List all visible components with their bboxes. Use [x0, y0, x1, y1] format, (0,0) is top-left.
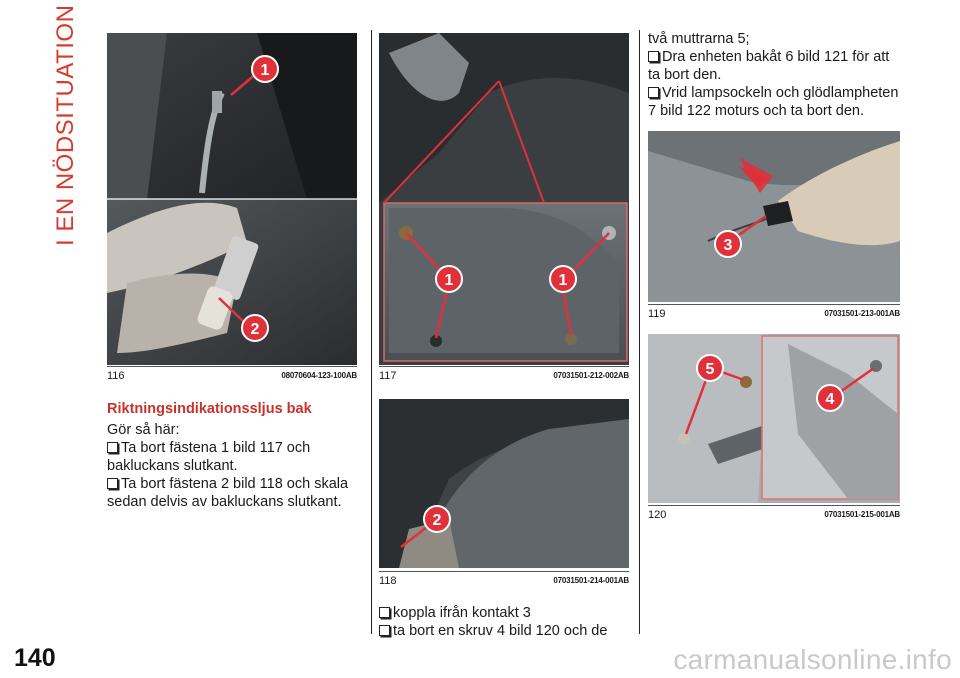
figure-119-photo	[648, 131, 900, 302]
checkbox-bullet-icon	[107, 442, 118, 453]
step-line: 7 bild 122 moturs och ta bort den.	[648, 103, 865, 119]
figure-code: 07031501-212-002AB	[553, 371, 629, 380]
step-line: Vrid lampsockeln och glödlampheten	[648, 84, 898, 102]
page-number: 140	[14, 644, 56, 672]
callout-4: 4	[825, 391, 835, 408]
figure-117-photo	[379, 33, 629, 365]
checkbox-bullet-icon	[107, 478, 118, 489]
intro-text: Gör så här:	[107, 422, 180, 438]
checkbox-bullet-icon	[648, 51, 659, 62]
figure-number: 118	[379, 575, 397, 587]
figure-code: 07031501-215-001AB	[824, 510, 900, 519]
column-1-text	[107, 421, 348, 511]
checkbox-bullet-icon	[379, 607, 390, 618]
figure-code: 07031501-213-001AB	[824, 309, 900, 318]
column-3-text	[648, 30, 898, 120]
callout-3: 3	[723, 237, 733, 254]
section-heading: Riktningsindikationssljus bak	[107, 401, 312, 417]
figure-120-photo	[648, 334, 900, 503]
step-line: två muttrarna 5;	[648, 31, 750, 47]
section-title: I EN NÖDSITUATION	[52, 4, 79, 246]
column-divider	[639, 30, 640, 634]
figure-number: 117	[379, 370, 397, 382]
step-line: Ta bort fästena 2 bild 118 och skala	[107, 475, 348, 493]
checkbox-bullet-icon	[648, 87, 659, 98]
figure-number: 116	[107, 370, 125, 382]
figure-code: 07031501-214-001AB	[553, 576, 629, 585]
figure-117-caption	[379, 366, 629, 381]
callout-5: 5	[705, 361, 715, 378]
figure-119-caption	[648, 304, 900, 319]
callout-1: 1	[444, 272, 454, 289]
step-line: Dra enheten bakåt 6 bild 121 för att	[648, 48, 898, 66]
figure-116-caption	[107, 366, 357, 381]
callout-1: 1	[260, 62, 270, 79]
step-line: sedan delvis av bakluckans slutkant.	[107, 494, 342, 510]
figure-118-photo	[379, 399, 629, 568]
figure-120-caption	[648, 505, 900, 520]
watermark: carmanualsonline.info	[673, 644, 952, 675]
callout-2: 2	[432, 512, 442, 529]
callout-2: 2	[250, 321, 260, 338]
step-line: Ta bort fästena 1 bild 117 och	[107, 439, 348, 457]
figure-116-photo	[107, 33, 357, 365]
figure-118-caption	[379, 571, 629, 586]
figure-number: 120	[648, 509, 667, 521]
column-divider	[371, 30, 372, 634]
step-line: bakluckans slutkant.	[107, 458, 238, 474]
figure-code: 08070604-123-100AB	[281, 371, 357, 380]
column-2-text	[379, 604, 607, 640]
step-line: koppla ifrån kontakt 3	[379, 604, 607, 622]
step-line: ta bort en skruv 4 bild 120 och de	[379, 622, 607, 640]
figure-number: 119	[648, 308, 666, 320]
checkbox-bullet-icon	[379, 625, 390, 636]
step-line: ta bort den.	[648, 67, 722, 83]
callout-1: 1	[558, 272, 568, 289]
